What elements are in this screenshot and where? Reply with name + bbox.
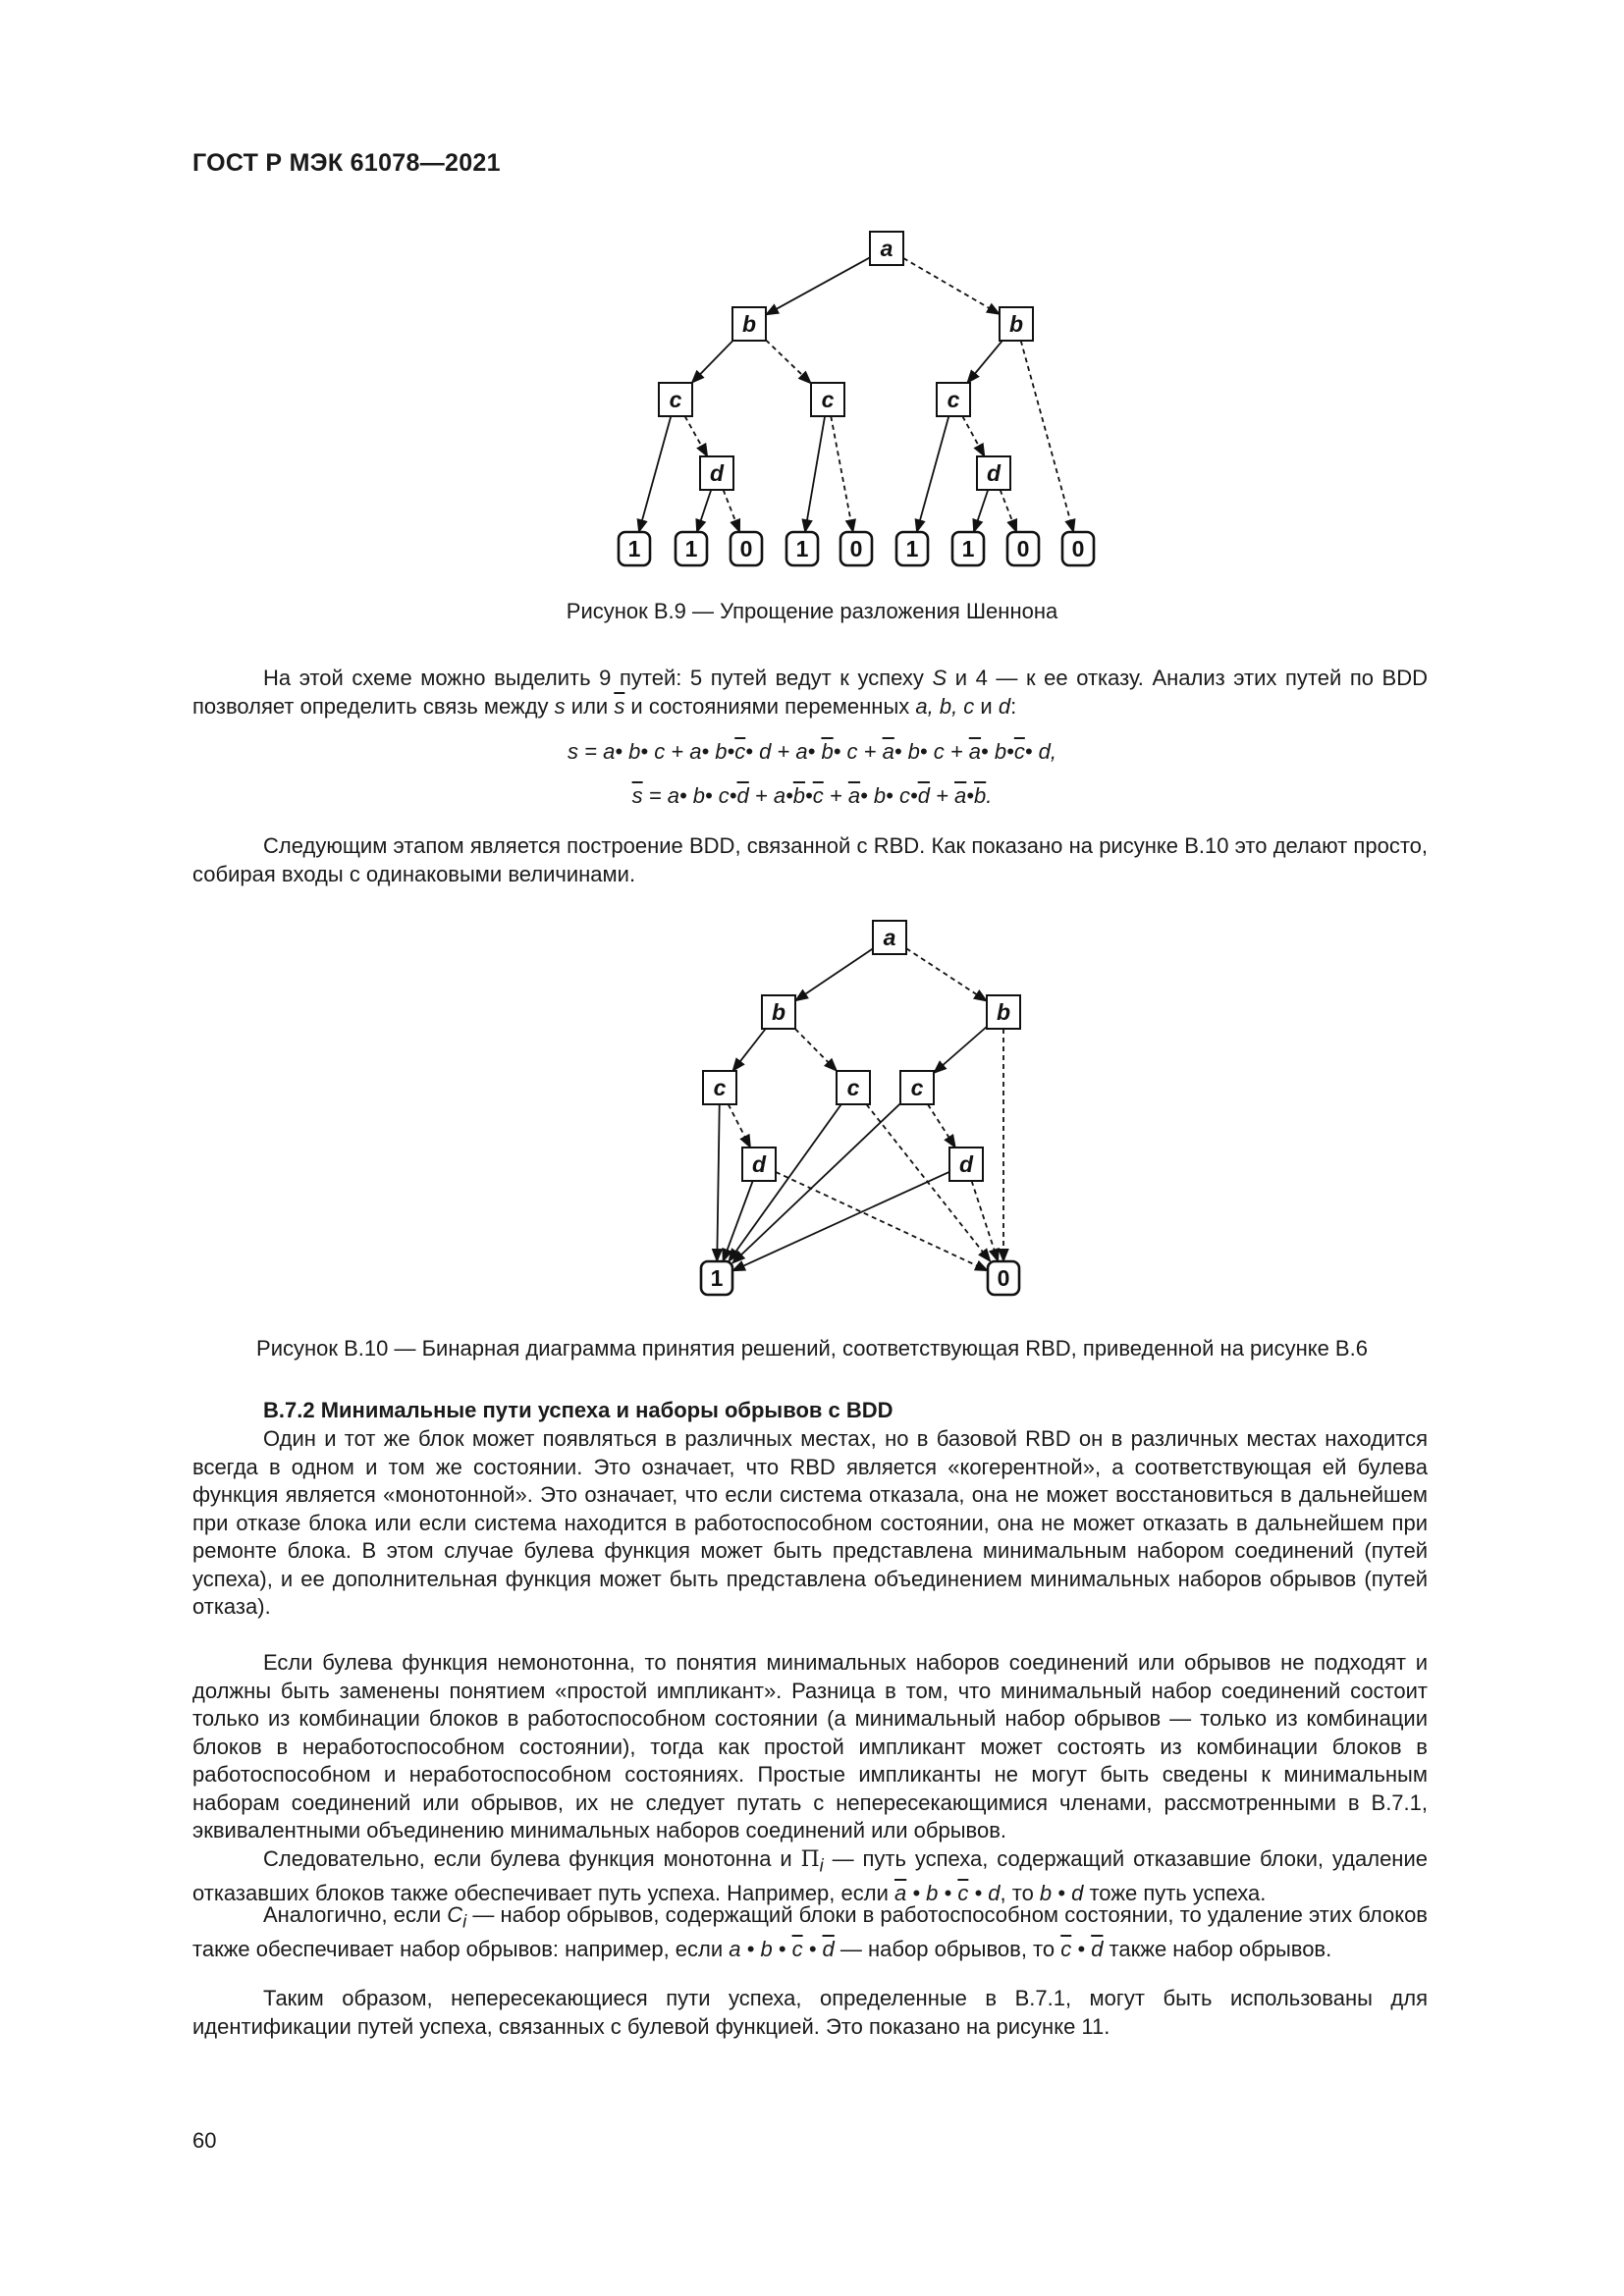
svg-text:c: c xyxy=(947,387,960,412)
svg-text:1: 1 xyxy=(710,1265,724,1291)
svg-text:b: b xyxy=(1008,311,1024,337)
svg-text:1: 1 xyxy=(684,536,698,561)
b10-edge-b1-c1 xyxy=(732,1029,766,1071)
b10-node-c1 xyxy=(703,1071,736,1104)
b10-node-b2 xyxy=(987,995,1020,1029)
svg-text:0: 0 xyxy=(1071,536,1085,561)
b10-edge-c1-d1 xyxy=(729,1104,751,1148)
section-heading: В.7.2 Минимальные пути успеха и наборы обрывов с BDD xyxy=(263,1398,893,1422)
b10-node-d2 xyxy=(949,1148,983,1181)
page-number: 60 xyxy=(192,2128,217,2153)
paragraph-nonmonotone: Если булева функция немонотонна, то понятия минимальных наборов соединений или обрывов не подходят и должны быть заменены понятием «простой импликант». Разница в том, что минимальный набор соединений состоит только из комбинации блоков в работоспособном состоянии (а минимальный набор обрывов — только из комбинации блоков в неработоспособном состоянии), тогда как простой импликант может состоять из комбинации блоков в работоспособном и неработоспособном состояниях. Простые импликанты не могут быть сведены к минимальным наборам соединений или обрывов, их не следует путать с непересекающимися членами, рассмотренными в В.7.1, эквивалентными объединению минимальных наборов соединений или обрывов. xyxy=(192,1650,1428,1842)
svg-text:1: 1 xyxy=(627,536,641,561)
page-header: ГОСТ Р МЭК 61078—2021 xyxy=(192,149,501,177)
svg-text:b: b xyxy=(771,999,786,1025)
b10-edge-b1-c2 xyxy=(795,1029,837,1071)
svg-text:c: c xyxy=(846,1075,860,1100)
svg-text:0: 0 xyxy=(1016,536,1030,561)
b10-edge-a-b1 xyxy=(795,948,873,1000)
svg-text:d: d xyxy=(751,1151,767,1177)
b10-edge-c1-t1 xyxy=(717,1104,719,1261)
svg-text:c: c xyxy=(910,1075,924,1100)
svg-text:c: c xyxy=(669,387,682,412)
paragraph-conclusion: Таким образом, непересекающиеся пути успеха, определенные в В.7.1, могут быть использованы для идентификации путей успеха, связанных с булевой функцией. Это показано на рисунке 11. xyxy=(192,1986,1428,2039)
svg-text:0: 0 xyxy=(739,536,753,561)
svg-text:1: 1 xyxy=(905,536,919,561)
b10-node-b1 xyxy=(762,995,795,1029)
svg-text:a: a xyxy=(880,236,893,261)
svg-text:1: 1 xyxy=(961,536,975,561)
formula-failure: $\overline{s}$ = a• b• $c•\overline{d}$ + $a•\overline{b}•\overline{c}$ + $\overline{a}•$ b• $c•\overline{d}$ + $\overline{a}•\overline{b}$. xyxy=(631,783,993,808)
svg-text:c: c xyxy=(821,387,835,412)
b10-edge-c3-t1 xyxy=(732,1103,900,1263)
paragraph-coherent: Один и тот же блок может появляться в различных местах, но в базовой RBD он в различных местах находится всегда в одном и том же состоянии. Это означает, что RBD является «когерентной», а соответствующая ей булева функция является «монотонной». Это означает, что если система отказала, она не может восстановиться в дальнейшем при отказе блока или если система находится в работоспособном состоянии, она не может отказать в дальнейшем при ремонте блока. В этом случае булева функция может быть представлена минимальным набором соединений (путей успеха), и ее дополнительная функция может быть представлена объединением минимальных наборов обрывов (путей отказа). xyxy=(192,1426,1428,1619)
figure-b10-caption: Рисунок В.10 — Бинарная диаграмма принятия решений, соответствующая RBD, приведенной на рисунке В.6 xyxy=(256,1336,1368,1361)
svg-text:b: b xyxy=(741,311,757,337)
paragraph-success-path: Следовательно, если булева функция монотонна и $\Pi_i$ — путь успеха, содержащий отказавшие блоки, удаление отказавших блоков также обеспечивает путь успеха. Например, если $\overline{a}$ • b • $\overline{c}$ • d, то b • d тоже путь успеха. xyxy=(192,1846,1428,1905)
b10-node-a xyxy=(873,921,906,954)
svg-text:c: c xyxy=(713,1075,727,1100)
svg-text:d: d xyxy=(986,460,1001,486)
svg-text:a: a xyxy=(883,925,896,950)
b10-edge-d2-t0 xyxy=(972,1181,999,1261)
b10-node-d1 xyxy=(742,1148,776,1181)
figure-b9-caption: Рисунок В.9 — Упрощение разложения Шеннона xyxy=(566,599,1058,623)
b10-edge-d2-t1 xyxy=(732,1172,949,1271)
paragraph-next-step: Следующим этапом является построение BDD, связанной с RBD. Как показано на рисунке В.10 это делают просто, собирая входы с одинаковыми величинами. xyxy=(192,833,1428,886)
svg-text:0: 0 xyxy=(997,1265,1010,1291)
formula-success: s = a• b• c + a• $b•\overline{c}•$ d + a• $\overline{b}•$ $c + \overline{a}•$ b• $c + \overline{a}•$ $b•\overline{c}•$ d, xyxy=(568,739,1056,764)
b10-node-c2 xyxy=(837,1071,870,1104)
b10-node-t1 xyxy=(701,1261,732,1295)
svg-text:d: d xyxy=(709,460,725,486)
paragraph-paths-intro: На этой схеме можно выделить 9 путей: 5 путей ведут к успеху S и 4 — к ее отказу. Анализ этих путей по BDD позволяет определить связь между s или $\overline{s}$ и состояниями переменных a, b, c и d: xyxy=(192,666,1428,719)
b10-node-t0 xyxy=(988,1261,1019,1295)
b10-edge-d1-t0 xyxy=(776,1172,988,1271)
paragraph-cut-set: Аналогично, если $C_i$ — набор обрывов, содержащий блоки в работоспособном состоянии, то удаление этих блоков также обеспечивает набор обрывов: например, если a • b • $\overline{c}$ • $\overline{d}$ — набор обрывов, то $\overline{c}$ • $\overline{d}$ также набор обрывов. xyxy=(192,1902,1428,1961)
b10-edge-c3-d2 xyxy=(928,1104,955,1148)
b10-edge-a-b2 xyxy=(906,948,987,1001)
b10-node-c3 xyxy=(900,1071,934,1104)
b10-edge-b2-c3 xyxy=(934,1027,987,1073)
svg-text:0: 0 xyxy=(849,536,863,561)
svg-text:b: b xyxy=(996,999,1011,1025)
b10-edge-c2-t1 xyxy=(729,1104,841,1261)
svg-text:d: d xyxy=(958,1151,974,1177)
svg-text:1: 1 xyxy=(795,536,809,561)
